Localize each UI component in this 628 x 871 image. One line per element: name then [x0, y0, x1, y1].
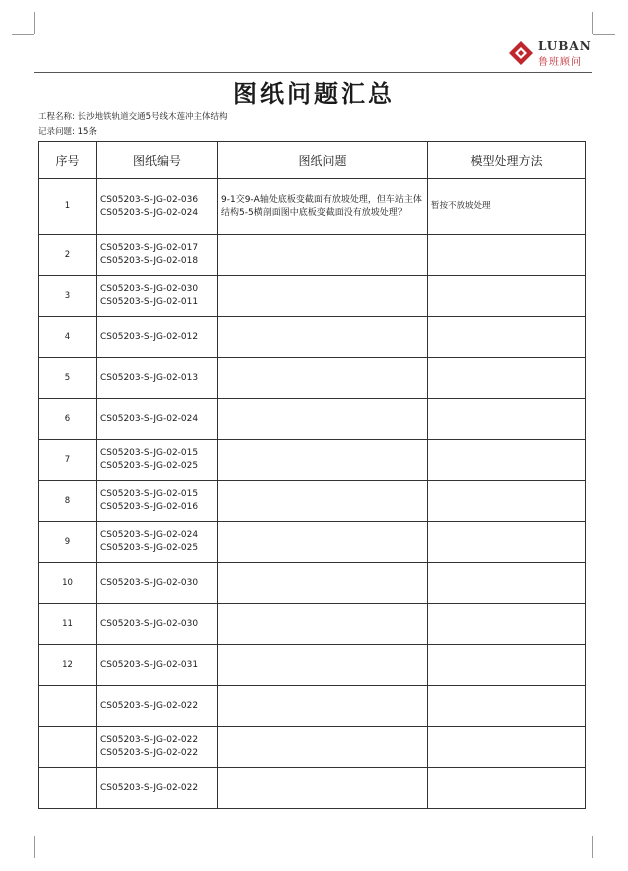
row-drawing-codes [97, 645, 218, 686]
row-drawing-codes [97, 604, 218, 645]
row-method [428, 563, 586, 604]
row-method [428, 235, 586, 276]
drawing-code: CS05203-S-JG-02-030 [100, 577, 199, 588]
row-issue [218, 276, 428, 317]
row-issue [218, 686, 428, 727]
row-seq: 11 [39, 604, 97, 645]
drawing-code: CS05203-S-JG-02-030 [100, 618, 199, 629]
table-body [39, 179, 586, 809]
table-row [39, 645, 586, 686]
table-row [39, 179, 586, 235]
row-issue [218, 317, 428, 358]
row-seq: 3 [39, 276, 97, 317]
drawing-code: CS05203-S-JG-02-015 [100, 489, 199, 499]
row-seq [39, 768, 97, 809]
drawing-code: CS05203-S-JG-02-024 [100, 207, 199, 218]
row-method [428, 522, 586, 563]
row-drawing-codes [97, 358, 218, 399]
row-seq: 2 [39, 235, 97, 276]
logo-brand-cn: 鲁班顾问 [538, 57, 582, 68]
drawing-issues-table [38, 141, 586, 809]
row-issue [218, 645, 428, 686]
row-seq [39, 686, 97, 727]
drawing-code: CS05203-S-JG-02-018 [100, 256, 199, 266]
row-drawing-codes [97, 768, 218, 809]
row-method [428, 686, 586, 727]
project-label: 工程名称: [38, 112, 75, 122]
row-issue [218, 563, 428, 604]
crop-mark-left-v [34, 12, 35, 34]
table-row [39, 481, 586, 522]
crop-mark-bottom-right-v [592, 836, 593, 858]
row-method: 暂按不放坡处理 [428, 179, 586, 235]
header-rule [34, 72, 592, 73]
row-method [428, 276, 586, 317]
table-row [39, 727, 586, 768]
drawing-code: CS05203-S-JG-02-013 [100, 372, 199, 383]
row-seq: 8 [39, 481, 97, 522]
row-method [428, 645, 586, 686]
table-row [39, 522, 586, 563]
drawing-code: CS05203-S-JG-02-017 [100, 243, 199, 253]
row-issue [218, 399, 428, 440]
project-line [38, 110, 228, 122]
row-issue [218, 522, 428, 563]
crop-mark-right-h [593, 34, 615, 35]
table-header-row [39, 142, 586, 179]
header-issue: 图纸问题 [218, 142, 428, 179]
row-drawing-codes [97, 563, 218, 604]
row-method [428, 317, 586, 358]
record-line [38, 125, 97, 137]
drawing-code: CS05203-S-JG-02-022 [100, 735, 199, 745]
row-method [428, 727, 586, 768]
drawing-code: CS05203-S-JG-02-024 [100, 530, 199, 540]
table-row [39, 235, 586, 276]
header-seq: 序号 [39, 142, 97, 179]
row-issue [218, 727, 428, 768]
drawing-code: CS05203-S-JG-02-016 [100, 502, 199, 512]
table-row [39, 440, 586, 481]
table-row [39, 563, 586, 604]
row-seq: 7 [39, 440, 97, 481]
row-seq: 10 [39, 563, 97, 604]
drawing-code: CS05203-S-JG-02-031 [100, 659, 199, 670]
row-method [428, 358, 586, 399]
row-seq [39, 727, 97, 768]
drawing-code: CS05203-S-JG-02-012 [100, 331, 199, 342]
drawing-code: CS05203-S-JG-02-015 [100, 448, 199, 458]
row-drawing-codes [97, 235, 218, 276]
row-drawing-codes [97, 276, 218, 317]
row-method [428, 440, 586, 481]
row-drawing-codes [97, 317, 218, 358]
row-method [428, 399, 586, 440]
header-code: 图纸编号 [97, 142, 218, 179]
drawing-code: CS05203-S-JG-02-030 [100, 284, 199, 294]
row-drawing-codes [97, 399, 218, 440]
drawing-code: CS05203-S-JG-02-022 [100, 782, 199, 793]
row-seq: 12 [39, 645, 97, 686]
row-drawing-codes [97, 481, 218, 522]
row-seq: 9 [39, 522, 97, 563]
row-drawing-codes [97, 686, 218, 727]
row-seq: 4 [39, 317, 97, 358]
row-issue: 9-1交9-A轴处底板变截面有放坡处理，但车站主体结构5-5横剖面图中底板变截面没有放坡处理？ [218, 179, 428, 235]
page-title: 图纸问题汇总 [233, 80, 395, 108]
drawing-code: CS05203-S-JG-02-022 [100, 700, 199, 711]
row-issue [218, 481, 428, 522]
record-value: 15条 [77, 127, 97, 137]
header-method: 模型处理方法 [428, 142, 586, 179]
drawing-code: CS05203-S-JG-02-025 [100, 461, 199, 471]
record-label: 记录问题: [38, 127, 75, 137]
row-issue [218, 604, 428, 645]
table-row [39, 399, 586, 440]
row-drawing-codes [97, 440, 218, 481]
row-drawing-codes [97, 522, 218, 563]
table-row [39, 317, 586, 358]
table-row [39, 604, 586, 645]
table-row [39, 276, 586, 317]
project-value: 长沙地铁轨道交通5号线木莲冲主体结构 [77, 112, 228, 122]
row-method [428, 768, 586, 809]
drawing-code: CS05203-S-JG-02-025 [100, 543, 199, 553]
drawing-code: CS05203-S-JG-02-036 [100, 194, 199, 205]
row-method [428, 481, 586, 522]
table-row [39, 768, 586, 809]
row-issue [218, 768, 428, 809]
luban-logo-icon [508, 40, 534, 66]
table-row [39, 686, 586, 727]
row-drawing-codes [97, 179, 218, 235]
logo-brand-en: LUBAN [538, 39, 592, 53]
drawing-code: CS05203-S-JG-02-011 [100, 297, 199, 307]
crop-mark-bottom-left-v [34, 836, 35, 858]
luban-logo [508, 38, 598, 68]
row-method [428, 604, 586, 645]
table-row [39, 358, 586, 399]
drawing-code: CS05203-S-JG-02-022 [100, 748, 199, 758]
row-drawing-codes [97, 727, 218, 768]
row-seq: 1 [39, 179, 97, 235]
row-seq: 5 [39, 358, 97, 399]
crop-mark-right-v [592, 12, 593, 34]
row-issue [218, 358, 428, 399]
drawing-code: CS05203-S-JG-02-024 [100, 413, 199, 424]
row-issue [218, 235, 428, 276]
row-seq: 6 [39, 399, 97, 440]
row-issue [218, 440, 428, 481]
crop-mark-left-h [12, 34, 34, 35]
